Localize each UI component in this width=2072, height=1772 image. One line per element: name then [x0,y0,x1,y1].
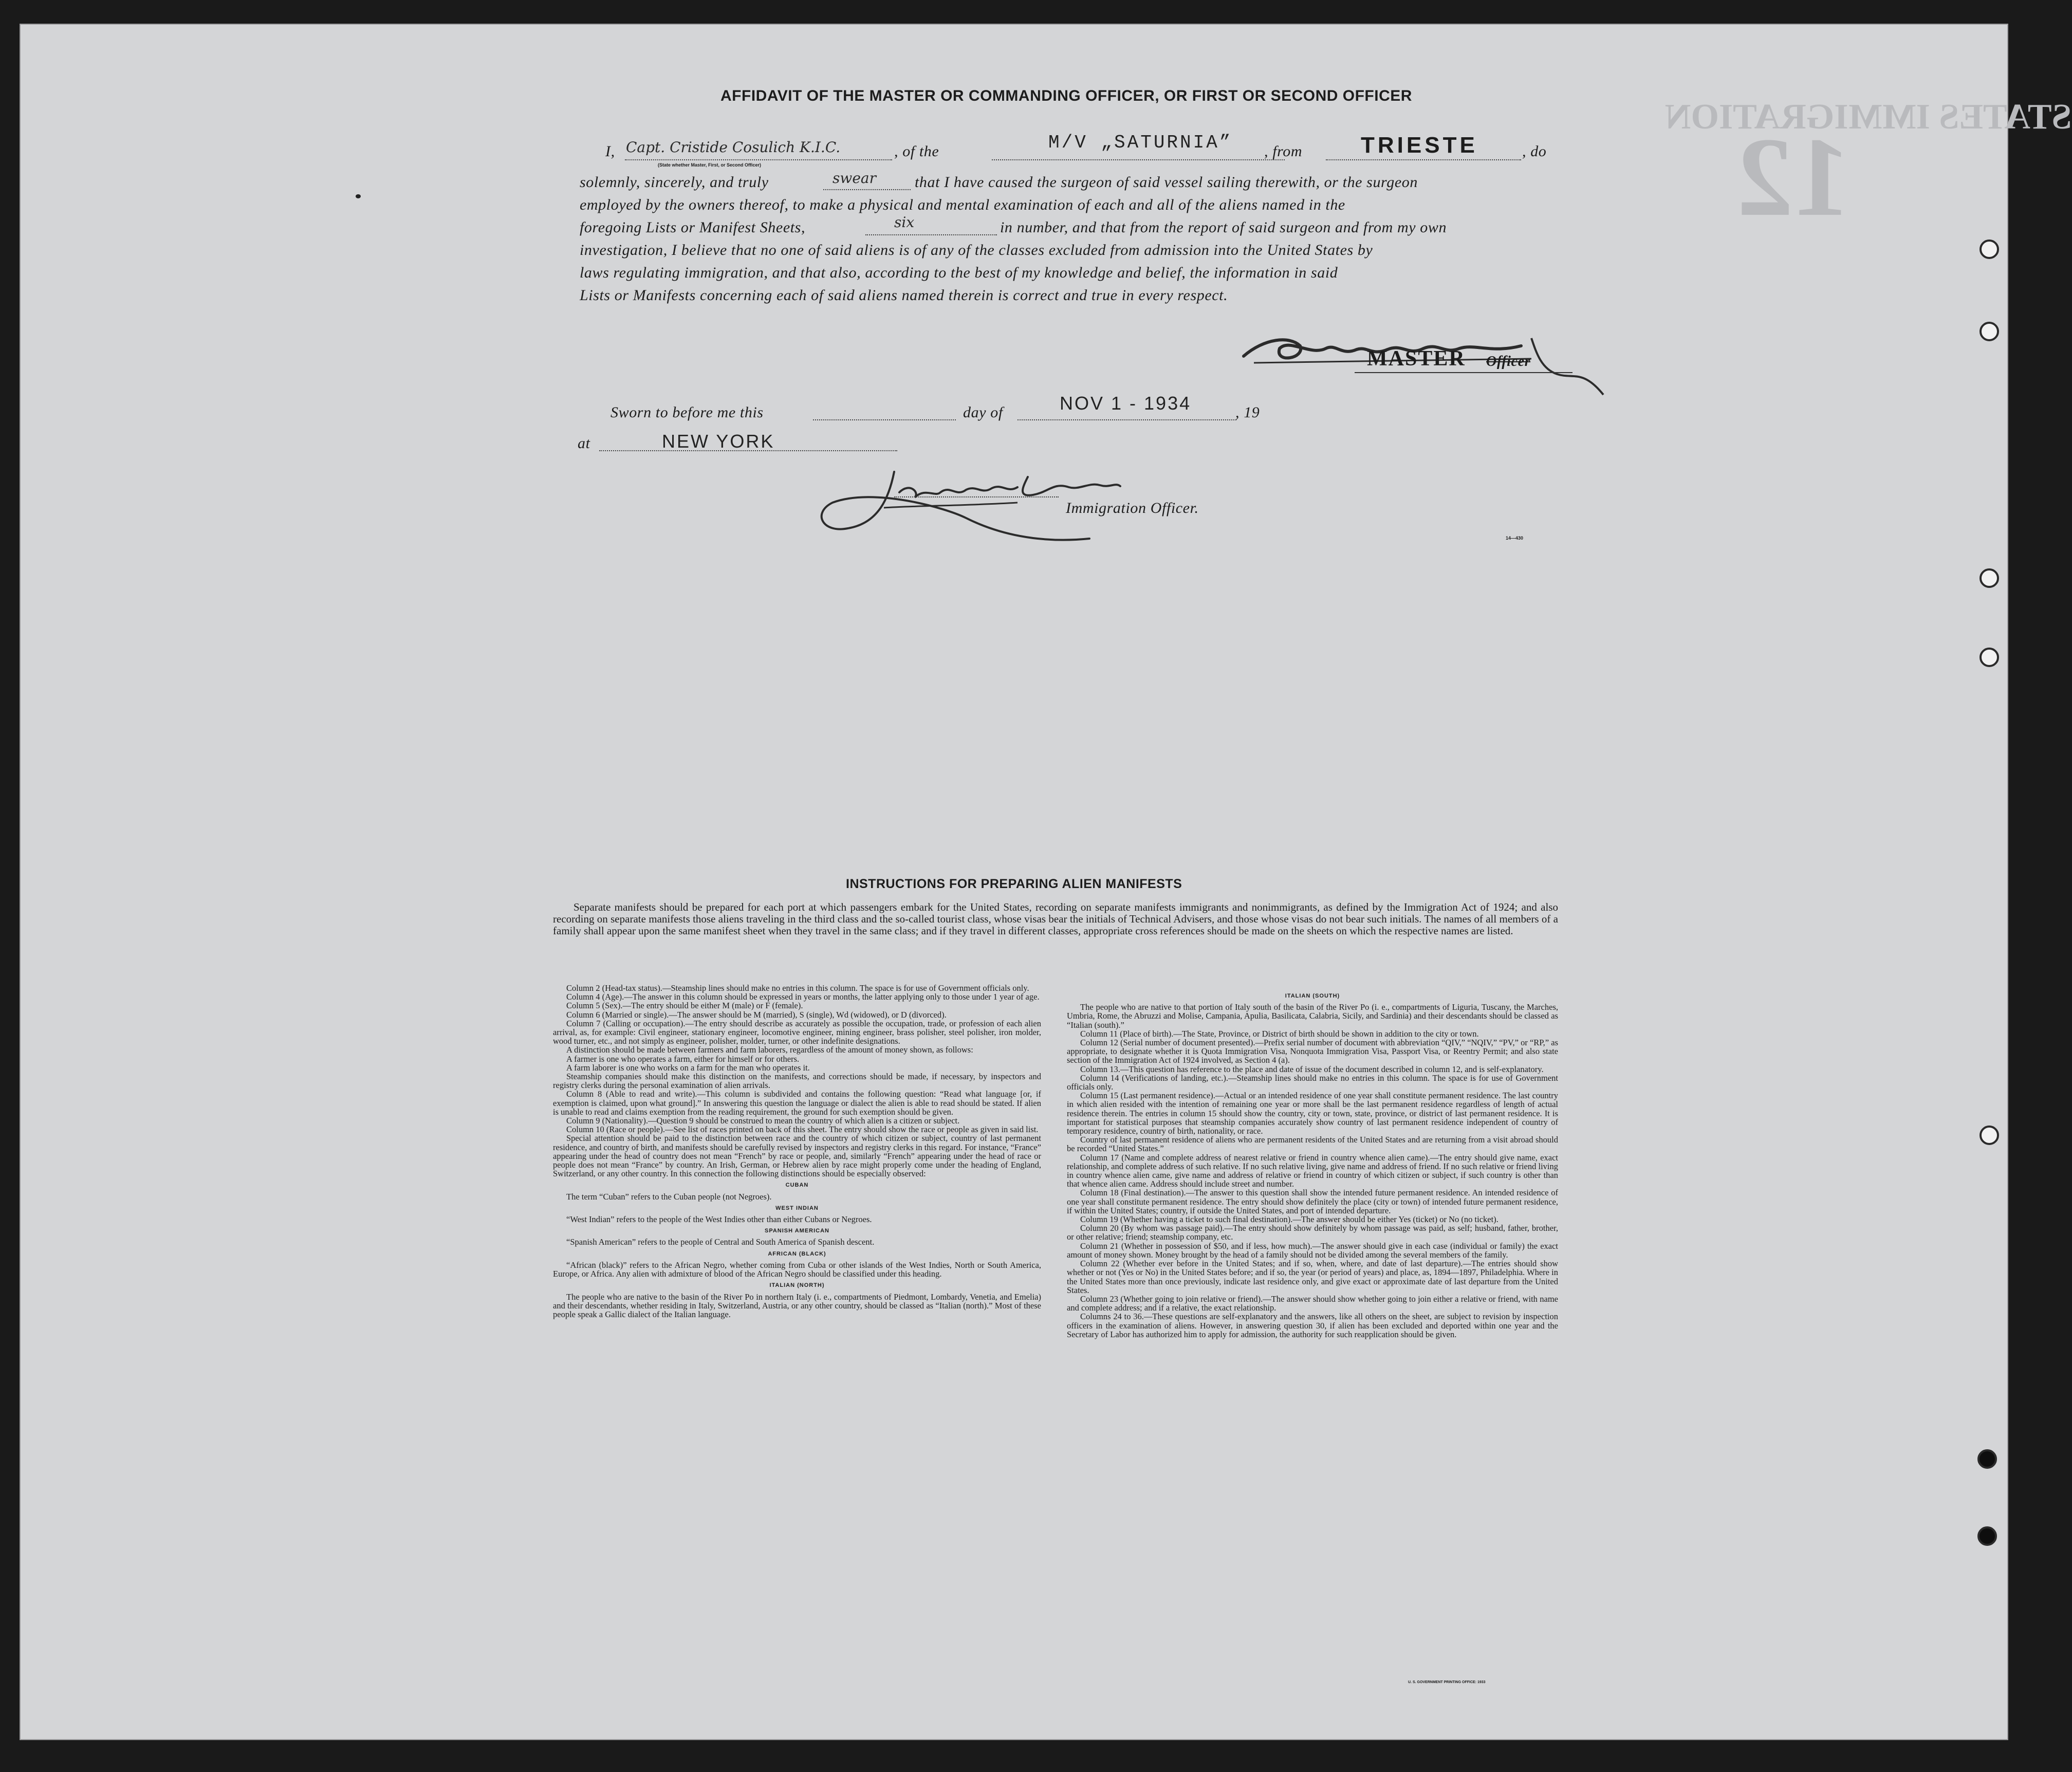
sworn-date-line [1017,419,1236,420]
instruction-paragraph: Special attention should be paid to the distinction between race and the country of which citizen or subject, country of last permanent residence, and country of birth, and manifests should be carefully revised by inspectors and registry clerks in this regard. For instance, “France” appearing under the head of country does not mean “French” by race or people, and, similarly “French” appearing under the head of race or people does not mean “France” by country. An Irish, German, or Hebrew alien by race might properly come under the heading of England, Switzerland, or any other country. In this connection the following distinctions should be especially observed: [553,1133,1041,1179]
instruction-paragraph: Column 19 (Whether having a ticket to such final destination).—The answer should be either Yes (ticket) or No (no ticket). [1080,1214,1498,1225]
instruction-paragraph: Column 5 (Sex).—The entry should be either M (male) or F (female). [566,1001,803,1011]
form-number: 14—430 [1506,536,1524,541]
section-text: “African (black)” refers to the African Negro, whether coming from Cuba or other islands of the West Indies, North or South America, Europe, or Africa. Any alien with admixture of blood of the African Negro should be classified under this heading. [553,1260,1041,1279]
signature-line [1355,372,1572,373]
instruction-paragraph: Column 13.—This question has reference to the place and date of issue of the document described in column 12, and is self-explanatory. [1080,1064,1544,1074]
name-field-line [625,159,892,160]
affidavit-line4-before: foregoing Lists or Manifest Sheets, [580,219,806,236]
oath-word: swear [832,170,876,187]
affidavit-line7: Lists or Manifests concerning each of said aliens named therein is correct and true in every respect. [580,287,1228,304]
affidavit-line3: employed by the owners thereof, to make a physical and mental examination of each and all of the aliens named in the [580,196,1345,213]
ink-speck [356,194,361,198]
officer-signature-line [894,496,1059,497]
instructions-title: INSTRUCTIONS FOR PREPARING ALIEN MANIFESTS [846,877,1182,891]
binder-hole-2 [1979,322,1999,341]
section-heading: CUBAN [785,1182,809,1189]
section-text: The term “Cuban” refers to the Cuban people (not Negroes). [566,1191,772,1202]
instruction-paragraph: A farmer is one who operates a farm, either for himself or for others. [566,1054,800,1064]
instruction-paragraph: Column 12 (Serial number of document presented).—Prefix serial number of document with abbreviation “QIV,” “NQIV,” “PV,” or “RP,” as appropriate, to designate whether it is Quota Immigration Visa, Nonquota Immigration Visa, Passport Visa, or Reentry Permit; and also state section of the Immigration Act of 1924 involved, as Section 4 (a). [1067,1038,1558,1065]
affidavit-line6: laws regulating immigration, and that also, according to the best of my knowledge and belief, the information in said [580,264,1338,281]
section-text: “West Indian” refers to the people of the West Indies other than either Cubans or Negroes. [566,1214,872,1225]
alien-count: six [894,214,915,231]
section-text: The people who are native to the basin of the River Po in northern Italy (i. e., compartments of Piedmont, Lombardy, Venetia, and Emelia) and their descendants, whether residing in Italy, Switzerland, Austria, or any other country, should be classed as “Italian (north).” Most of these people speak a Gallic dialect of the Italian language. [553,1291,1041,1319]
section-heading: WEST INDIAN [775,1205,819,1211]
affidavit-of-the: , of the [894,143,939,160]
sworn-before: Sworn to before me this [610,404,764,421]
right-section-heading: ITALIAN (SOUTH) [1285,993,1340,999]
instruction-paragraph: Country of last permanent residence of aliens who are permanent residents of the United States and are returning from a visit abroad should be recorded “United States.” [1067,1135,1558,1154]
instruction-paragraph: Column 21 (Whether in possession of $50, and if less, how much).—The answer should give in each case (individual or family) the exact amount of money shown. Money brought by the head of a family should not be divided among the several members of the family. [1067,1241,1558,1260]
affidavit-line2-after: that I have caused the surgeon of said vessel sailing therewith, or the surgeon [915,174,1418,191]
instruction-paragraph: Column 11 (Place of birth).—The State, Province, or District of birth should be shown in addition to the city or town. [1080,1028,1479,1039]
bleed-through-number: 12 [1737,114,1850,239]
instruction-paragraph: Column 8 (Able to read and write).—This column is subdivided and contains the following question: “Read what language [or, if exemption is claimed, upon what ground].” In answering this question the language or dialect the alien is able to read should be stated. If alien is unable to read and claims exemption from the reading requirement, the ground for such exemption should be given. [553,1089,1041,1117]
instruction-paragraph: Column 7 (Calling or occupation).—The entry should describe as accurately as possible the occupation, trade, or profession of each alien arrival, as, for example: Civil engineer, stationary engineer, locomotive engineer, mining engineer, brass polisher, steel polisher, iron molder, wood turner, etc., and not simply as engineer, polisher, molder, turner, or other indefinite designations. [553,1018,1041,1046]
oath-field-line [823,189,911,190]
sworn-day-line [813,419,956,420]
instruction-paragraph: Column 23 (Whether going to join relative or friend).—The answer should show whether going to join either a relative or friend, with name and complete address; and if a relative, the exact relationship. [1067,1294,1558,1313]
instruction-paragraph: Columns 24 to 36.—These questions are self-explanatory and the answers, like all others on the sheet, are subject to revision by inspection officers in the examination of aliens. However, in answering question 30, if alien has been excluded and deported within one year and the Secretary of Labor has authorized him to apply for admission, the authority for such reapplication should be given. [1067,1312,1558,1339]
master-name: Capt. Cristide Cosulich K.I.C. [626,139,841,156]
instruction-paragraph: A farm laborer is one who works on a farm for the man who operates it. [566,1062,810,1073]
at-label: at [578,435,590,452]
affidavit-line1-prefix: I, [605,143,615,160]
sworn-date: NOV 1 - 1934 [1060,393,1192,414]
instructions-right-column [1067,989,1558,1339]
departure-port: TRIESTE [1361,133,1478,158]
affidavit-line5: investigation, I believe that no one of said aliens is of any of the classes excluded from admission into the United States by [580,242,1373,259]
section-heading: ITALIAN (NORTH) [769,1282,825,1289]
instructions-intro: Separate manifests should be prepared for each port at which passengers embark for the United States, recording on separate manifests immigrants and nonimmigrants, as defined by the Immigration Act of 1924; and also recording on separate manifests those aliens traveling in the third class and the so-called tourist class, whose visas bear the initials of Technical Advisers, and those whose visas do not bear such initials. The names of all members of a family shall appear upon the same manifest sheet when they travel in the same class; and if they travel in different classes, appropriate cross references should be made on the sheets on which the respective names are listed. [553,901,1558,937]
binder-hole-3 [1979,568,1999,588]
sworn-year-prefix: , 19 [1235,404,1260,421]
binder-hole-5 [1979,1125,1999,1145]
instruction-paragraph: The people who are native to that portion of Italy south of the basin of the River Po (i. e., compartments of Liguria, Tuscany, the Marches, Umbria, Rome, the Abruzzi and Molise, Campania, Apulia, Basilicata, Calabria, Sicily, and Sardinia) and their descendants should be classed as “Italian (south).” [1067,1002,1558,1030]
instruction-paragraph: Column 17 (Name and complete address of nearest relative or friend in country whence alien came).—The entry should give name, exact relationship, and complete address of such relative. If no such relative living, give name and address of friend. If no such relative or friend living in country whence alien came, give name and address of relative or friend in country of which citizen or subject, if such country is other than that whence alien came. Address should include street and number. [1067,1152,1558,1189]
instruction-paragraph: Column 10 (Race or people).—See list of races printed on back of this sheet. The entry should show the race or people as given in said list. [566,1124,1039,1135]
sworn-day-of: day of [963,404,1003,421]
instruction-paragraph: Column 22 (Whether ever before in the United States; and if so, when, where, and date of last departure).—The entries should show whether or not (Yes or No) in the United States before; and if so, the year (or period of years) and place, as, 1894—1897, Philadelphia. Where in the United States more than once previously, indicate last residence only, and give exact or approximate date of last departure from the United States. [1067,1259,1558,1295]
instruction-paragraph: Column 15 (Last permanent residence).—Actual or an intended residence of one year shall constitute permanent residence. The last country in which alien resided with the intention of remaining one year or more shall be the last permanent residence regardless of length of actual residence therein. The entries in column 15 should show the country, city or town, state, province, or district of last permanent residence. It is important for statistical purposes that steamship companies accurately show country of last permanent residence independent of country of temporary residence, country of birth, nationality, or race. [1067,1091,1558,1136]
instruction-paragraph: Column 2 (Head-tax status).—Steamship lines should make no entries in this column. The space is for use of Government officials only. [566,983,1029,993]
instructions-left-column [553,984,1041,1319]
affidavit-line2-before: solemnly, sincerely, and truly [580,174,769,191]
binder-hole-1 [1979,239,1999,259]
section-text: “Spanish American” refers to the people of Central and South America of Spanish descent. [566,1237,875,1247]
affidavit-title: AFFIDAVIT OF THE MASTER OR COMMANDING OFFICER, OR FIRST OR SECOND OFFICER [720,87,1412,104]
instruction-paragraph: Column 14 (Verifications of landing, etc.).—Steamship lines should make no entries in this column. The space is for use of Government officials only. [1067,1073,1558,1092]
section-heading: AFRICAN (BLACK) [768,1250,826,1257]
instruction-paragraph: Column 20 (By whom was passage paid).—The entry should show definitely by whom passage was paid, as self; husband, father, brother, or other relative; friend; steamship company, etc. [1067,1223,1558,1242]
affidavit-do: , do [1522,143,1547,160]
instruction-paragraph: Column 9 (Nationality).—Question 9 should be construed to mean the country of which alien is a citizen or subject. [566,1116,960,1126]
officer-struck-label: Officer [1486,354,1531,370]
name-caption: (State whether Master, First, or Second Officer) [658,162,762,168]
instruction-paragraph: A distinction should be made between farmers and farm laborers, regardless of the amount of money shown, as follows: [566,1045,973,1055]
binder-hole-7 [1977,1526,1997,1546]
count-field-line [865,234,997,235]
section-heading: SPANISH AMERICAN [764,1228,829,1234]
manifest-page [20,24,2072,1740]
binder-hole-6 [1977,1449,1997,1469]
at-place: NEW YORK [662,431,775,452]
binder-hole-4 [1979,648,1999,667]
bleed-through-header: STATES IMMIGRATION [1665,97,2072,137]
port-field-line [1326,159,1521,160]
affidavit-from: , from [1264,143,1303,160]
officer-title: Immigration Officer. [1066,500,1199,516]
instruction-paragraph: Column 4 (Age).—The answer in this column should be expressed in years or months, the latter applying only to those under 1 year of age. [566,992,1040,1002]
instruction-paragraph: Column 18 (Final destination).—The answer to this question shall show the intended future permanent residence. An intended residence of one year shall constitute permanent residence. The entry should show definitely the place (city or town) of intended future permanent residence, if within the United States; country, if outside the United States, and port of intended departure. [1067,1188,1558,1215]
printing-office: U. S. GOVERNMENT PRINTING OFFICE: 1933 [1408,1681,1486,1684]
instruction-paragraph: Column 6 (Married or single).—The answer should be M (married), S (single), Wd (widowed), or D (divorced). [566,1009,947,1020]
master-label: MASTER [1367,347,1466,371]
affidavit-line4-after: in number, and that from the report of said surgeon and from my own [1000,219,1447,236]
vessel-name: M/V „SATURNIA” [1048,132,1233,153]
instruction-paragraph: Steamship companies should make this distinction on the manifests, and corrections should be made, if necessary, by inspectors and registry clerks during the personal examination of alien arrivals. [553,1072,1041,1091]
